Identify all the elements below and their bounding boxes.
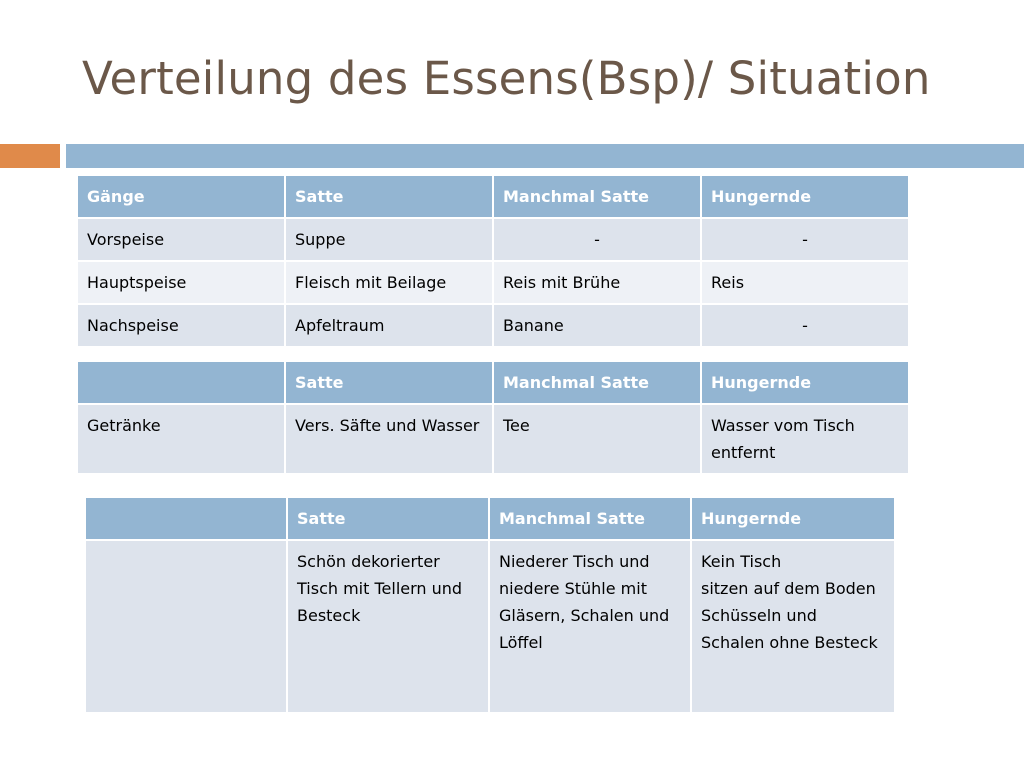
accent-bar-blue <box>66 144 1024 168</box>
table-cell: Nachspeise <box>77 304 285 347</box>
column-header: Hungernde <box>701 361 909 404</box>
table-header-row <box>77 175 909 218</box>
table-cell: Kein Tisch sitzen auf dem Boden Schüsseln und Schalen ohne Besteck <box>691 540 895 713</box>
column-header: Manchmal Satte <box>493 361 701 404</box>
table-header-row <box>77 361 909 404</box>
setting-table <box>84 496 896 714</box>
table-cell: Tee <box>493 404 701 474</box>
table-cell: Schön dekorierter Tisch mit Tellern und Besteck <box>287 540 489 713</box>
column-header: Manchmal Satte <box>489 497 691 540</box>
column-header: Satte <box>285 361 493 404</box>
table-cell: - <box>493 218 701 261</box>
table-cell: Apfeltraum <box>285 304 493 347</box>
table-cell: Vers. Säfte und Wasser <box>285 404 493 474</box>
table-cell: Wasser vom Tisch entfernt <box>701 404 909 474</box>
column-header: Manchmal Satte <box>493 175 701 218</box>
table-cell: Hauptspeise <box>77 261 285 304</box>
accent-bar-orange <box>0 144 60 168</box>
table-cell: Suppe <box>285 218 493 261</box>
table-cell: Vorspeise <box>77 218 285 261</box>
column-header: Satte <box>285 175 493 218</box>
table-row <box>85 540 895 713</box>
table-header-row <box>85 497 895 540</box>
drinks-table <box>76 360 910 475</box>
table-cell: Reis mit Brühe <box>493 261 701 304</box>
table-row <box>77 261 909 304</box>
column-header: Hungernde <box>701 175 909 218</box>
column-header: Hungernde <box>691 497 895 540</box>
table-cell: Fleisch mit Beilage <box>285 261 493 304</box>
table-cell: - <box>701 218 909 261</box>
table-row <box>77 304 909 347</box>
column-header <box>85 497 287 540</box>
table-cell: Banane <box>493 304 701 347</box>
column-header: Satte <box>287 497 489 540</box>
column-header: Gänge <box>77 175 285 218</box>
table-row <box>77 404 909 474</box>
table-cell: - <box>701 304 909 347</box>
table-cell: Niederer Tisch und niedere Stühle mit Gläsern, Schalen und Löffel <box>489 540 691 713</box>
table-cell <box>85 540 287 713</box>
table-cell: Getränke <box>77 404 285 474</box>
table-cell: Reis <box>701 261 909 304</box>
slide-title: Verteilung des Essens(Bsp)/ Situation <box>82 52 931 105</box>
food-table <box>76 174 910 348</box>
table-row <box>77 218 909 261</box>
column-header <box>77 361 285 404</box>
